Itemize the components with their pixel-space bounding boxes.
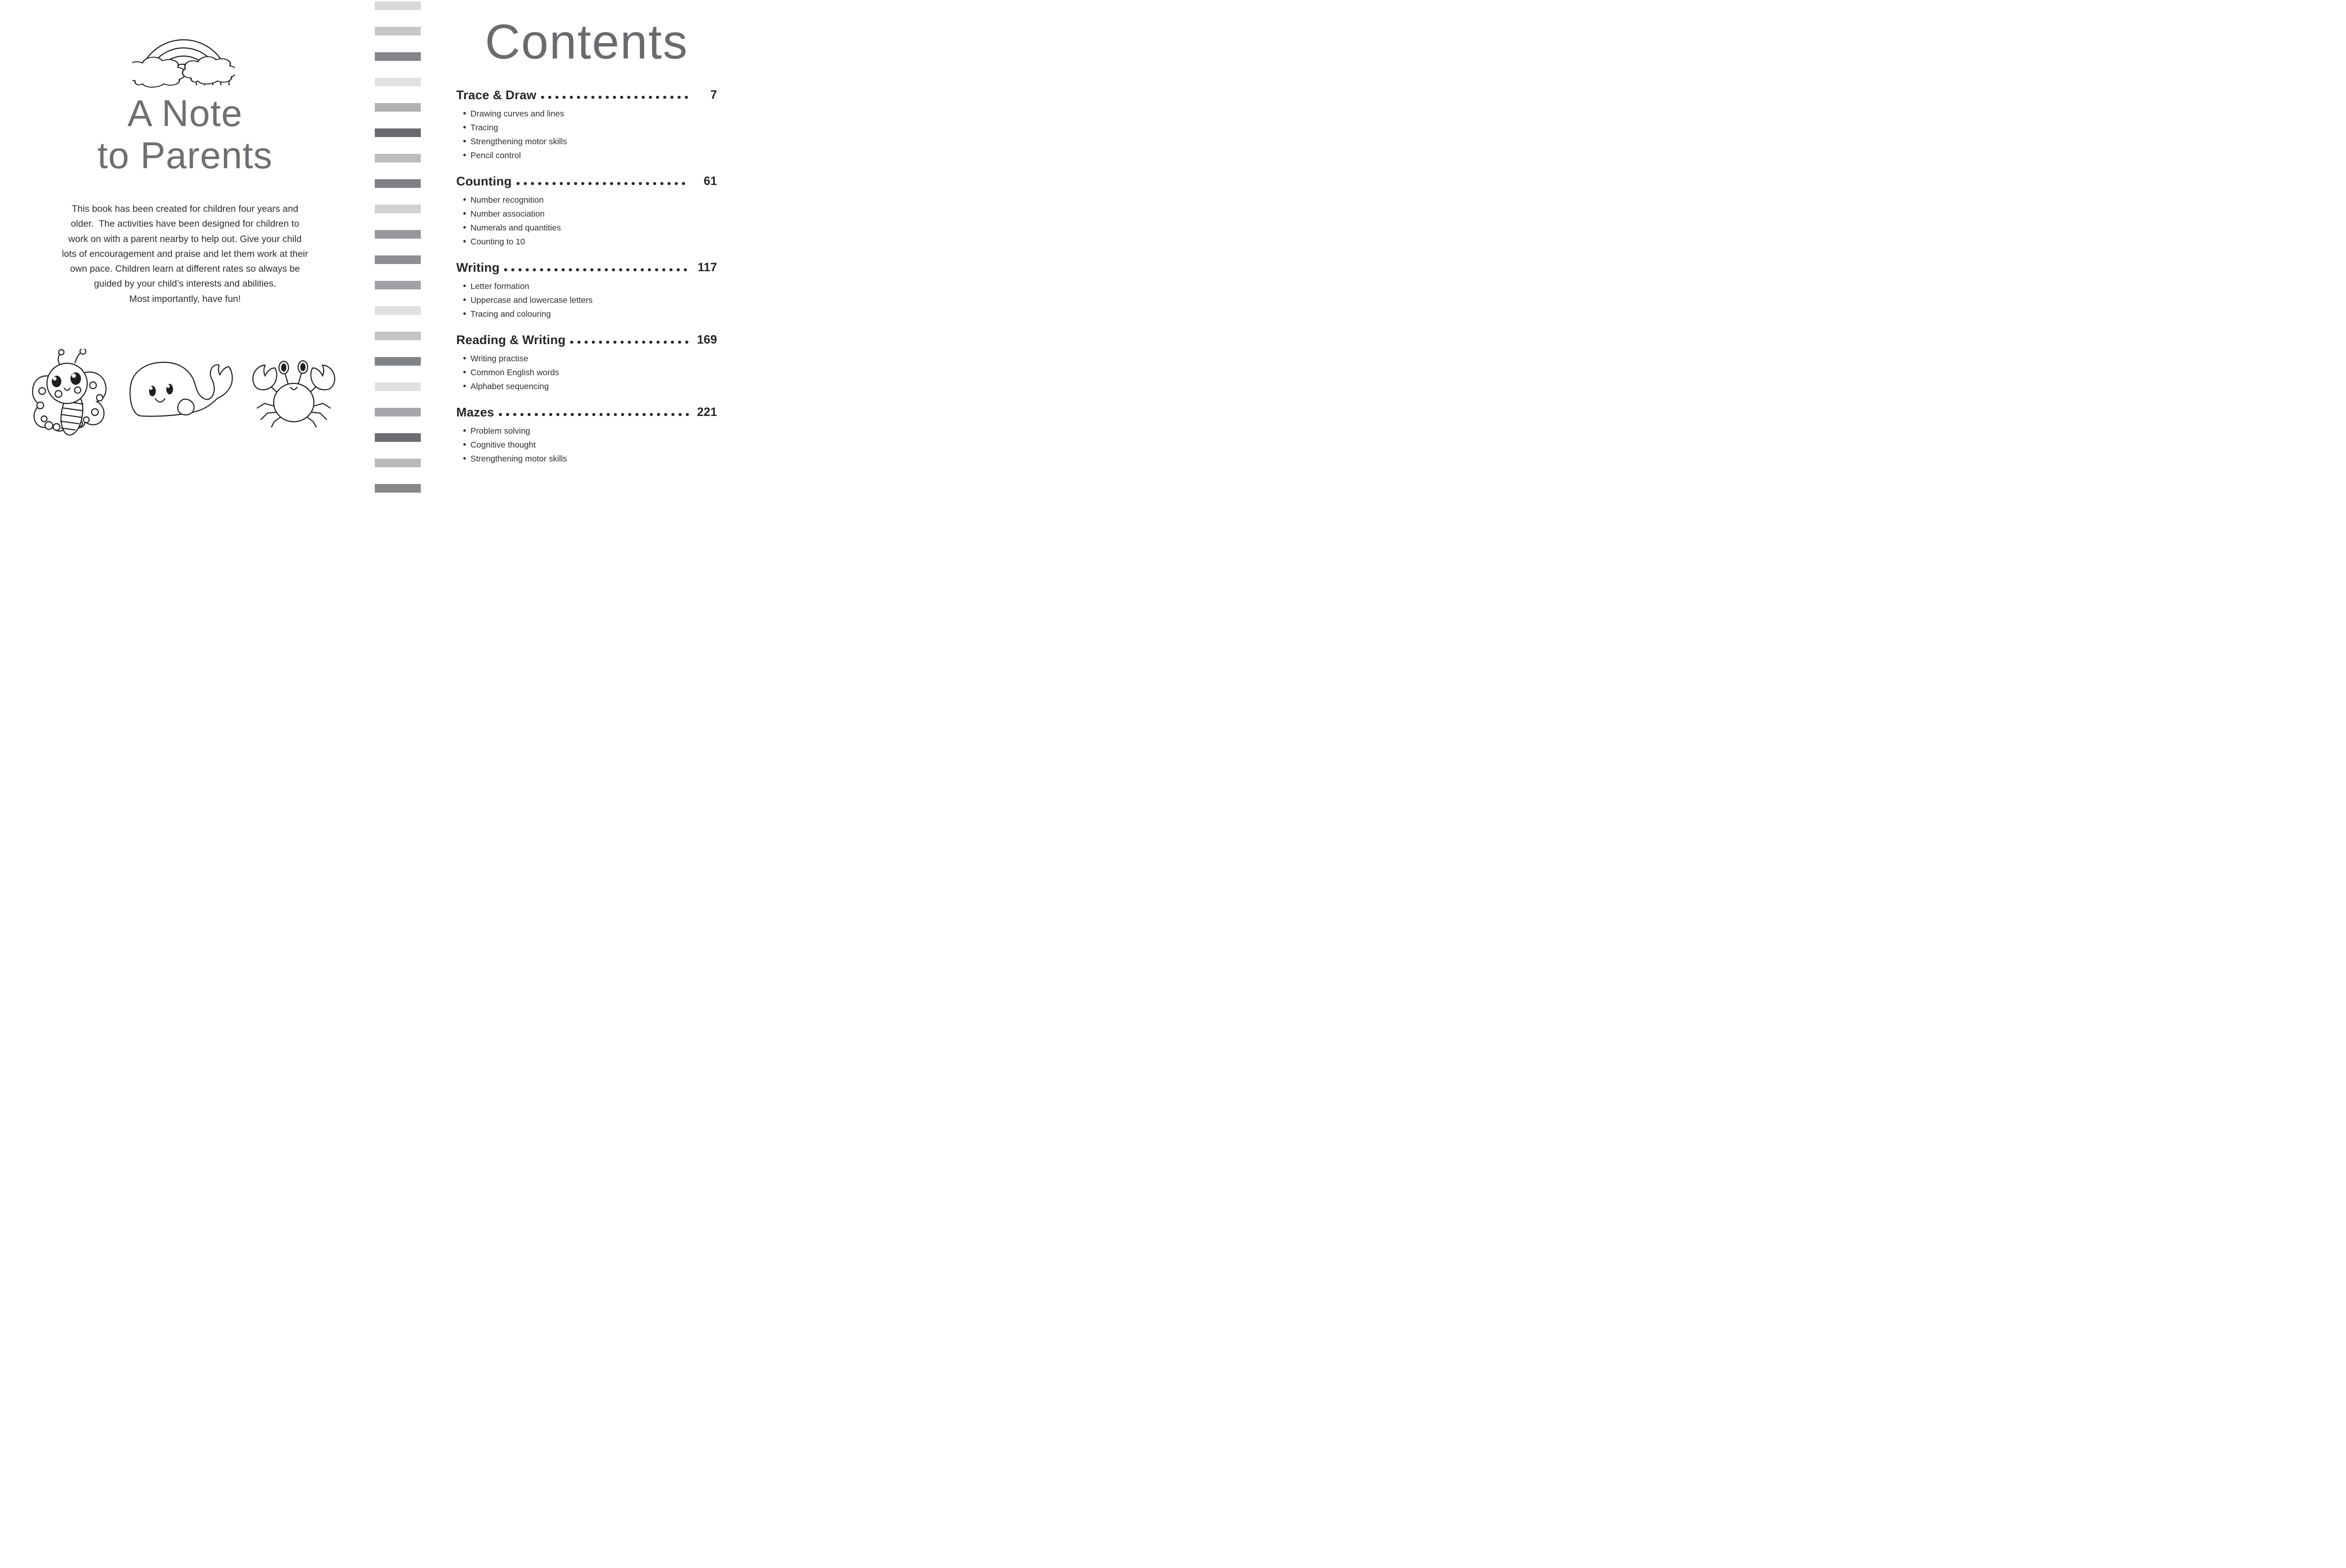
toc-bullet-list	[456, 193, 717, 249]
binding-bar	[375, 205, 421, 213]
toc-bullet	[463, 279, 717, 293]
binding-bar	[375, 281, 421, 289]
toc-leader-dots	[570, 341, 689, 344]
bullet-dot: •	[463, 454, 466, 464]
bullet-dot: •	[463, 109, 466, 119]
binding-bar	[375, 179, 421, 188]
toc-bullet	[463, 149, 717, 162]
toc-bullet	[463, 307, 717, 321]
toc-bullet-list	[456, 107, 717, 162]
toc-page-number: 61	[704, 174, 717, 188]
bullet-text: Numerals and quantities	[470, 223, 561, 232]
toc-leader-dots	[499, 413, 689, 416]
toc-page-number: 221	[697, 405, 717, 419]
bullet-text: Number recognition	[470, 195, 544, 205]
whale-icon	[127, 359, 242, 422]
binding-bar	[375, 408, 421, 416]
toc-bullet	[463, 438, 717, 452]
paragraph-line: This book has been created for children four years and	[71, 204, 299, 214]
bullet-text: Number association	[470, 209, 545, 219]
binding-bar	[375, 27, 421, 35]
toc	[456, 87, 717, 466]
toc-bullet-list	[456, 352, 717, 393]
toc-page-number: 117	[697, 261, 717, 274]
toc-bullet	[463, 121, 717, 135]
note-to-parents-title	[46, 92, 324, 176]
binding-bar	[375, 306, 421, 315]
paragraph-line: Most importantly, have fun!	[129, 293, 241, 304]
binding-bar	[375, 357, 421, 366]
bullet-text: Letter formation	[470, 281, 530, 291]
bullet-dot: •	[463, 123, 466, 133]
toc-heading	[456, 260, 717, 275]
binding-bar	[375, 332, 421, 340]
toc-section	[456, 332, 717, 393]
toc-leader-dots	[517, 182, 689, 185]
bullet-dot: •	[463, 137, 466, 147]
paragraph-line: lots of encouragement and praise and let them work at their	[62, 248, 308, 259]
toc-bullet-list	[456, 279, 717, 321]
toc-section	[456, 87, 717, 162]
binding-bar	[375, 78, 421, 86]
bullet-dot: •	[463, 150, 466, 161]
bullet-dot: •	[463, 309, 466, 319]
toc-bullet	[463, 380, 717, 393]
bullet-dot: •	[463, 281, 466, 291]
toc-label: Trace & Draw	[456, 88, 537, 102]
bullet-dot: •	[463, 237, 466, 247]
bullet-dot: •	[463, 381, 466, 392]
toc-leader-dots	[504, 268, 689, 271]
binding-bar	[375, 433, 421, 442]
toc-bullet	[463, 207, 717, 221]
binding-strip	[375, 1, 421, 502]
bullet-text: Pencil control	[470, 150, 521, 160]
toc-bullet	[463, 135, 717, 149]
binding-bar	[375, 154, 421, 162]
toc-bullet	[463, 221, 717, 235]
bullet-text: Drawing curves and lines	[470, 109, 565, 118]
toc-section	[456, 173, 717, 249]
paragraph-line: own pace. Children learn at different rates so always be	[70, 264, 300, 275]
bullet-dot: •	[463, 440, 466, 450]
toc-heading	[456, 173, 717, 189]
toc-bullet	[463, 235, 717, 249]
toc-page-number: 169	[697, 333, 717, 346]
bullet-text: Writing practise	[470, 354, 528, 363]
binding-bar	[375, 255, 421, 264]
bullet-text: Problem solving	[470, 426, 531, 436]
rainbow-icon	[132, 25, 235, 88]
bullet-dot: •	[463, 223, 466, 233]
contents-title: Contents	[485, 14, 689, 69]
note-paragraph	[46, 202, 324, 307]
toc-bullet	[463, 424, 717, 438]
bullet-dot: •	[463, 354, 466, 364]
binding-bar	[375, 230, 421, 239]
toc-bullet	[463, 107, 717, 121]
bullet-dot: •	[463, 195, 466, 205]
butterfly-icon	[28, 349, 110, 440]
toc-label: Reading & Writing	[456, 333, 566, 347]
toc-bullet	[463, 452, 717, 466]
paragraph-line: work on with a parent nearby to help out. Give your child	[68, 233, 302, 244]
bullet-text: Uppercase and lowercase letters	[470, 295, 593, 305]
toc-bullet-list	[456, 424, 717, 466]
toc-label: Writing	[456, 260, 500, 275]
binding-bar	[375, 382, 421, 391]
bullet-text: Cognitive thought	[470, 440, 536, 450]
toc-heading	[456, 87, 717, 103]
toc-section	[456, 404, 717, 466]
toc-bullet	[463, 366, 717, 380]
toc-label: Counting	[456, 174, 512, 188]
bullet-text: Common English words	[470, 368, 559, 377]
binding-bar	[375, 459, 421, 467]
binding-bar	[375, 484, 421, 493]
toc-label: Mazes	[456, 405, 495, 419]
bullet-text: Strengthening motor skills	[470, 137, 567, 146]
bullet-text: Alphabet sequencing	[470, 381, 549, 391]
note-title-line1: A Note	[127, 92, 243, 134]
binding-bar	[375, 103, 421, 112]
note-title-line2: to Parents	[97, 134, 273, 176]
toc-bullet	[463, 193, 717, 207]
bullet-dot: •	[463, 426, 466, 436]
toc-page-number: 7	[710, 88, 717, 102]
bullet-text: Tracing and colouring	[470, 309, 551, 319]
toc-heading	[456, 404, 717, 420]
bullet-text: Tracing	[470, 123, 498, 132]
crab-icon	[249, 359, 338, 429]
paragraph-line: older. The activities have been designed for children to	[70, 219, 300, 230]
binding-bar	[375, 128, 421, 137]
book-spread	[0, 0, 751, 502]
binding-bar	[375, 1, 421, 10]
toc-bullet	[463, 352, 717, 366]
toc-bullet	[463, 293, 717, 307]
bullet-dot: •	[463, 368, 466, 378]
bullet-text: Counting to 10	[470, 237, 525, 246]
toc-section	[456, 260, 717, 321]
binding-bar	[375, 52, 421, 61]
bullet-text: Strengthening motor skills	[470, 454, 567, 463]
paragraph-line: guided by your child’s interests and abilities.	[93, 278, 277, 289]
bullet-dot: •	[463, 209, 466, 219]
bullet-dot: •	[463, 295, 466, 305]
toc-heading	[456, 332, 717, 347]
toc-leader-dots	[541, 96, 689, 99]
right-page	[456, 12, 717, 477]
